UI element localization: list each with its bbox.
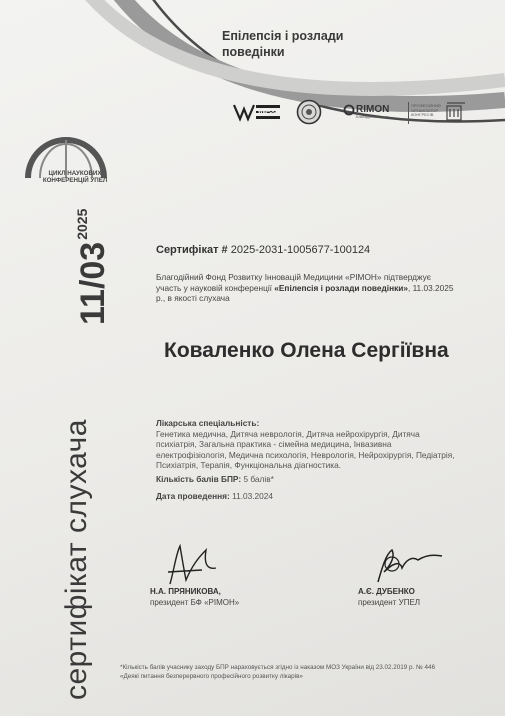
vertical-title: сертифікат слухача [60,419,93,700]
signer-2-role: президент УПЕЛ [358,598,421,607]
side-logo-text: ЦИКЛ НАУКОВИХ КОНФЕРЕНЦІЙ УПЕЛ [42,170,108,184]
partner-logo-5 [446,101,466,125]
rimon-logo-text: RIMON [356,104,390,115]
signature-2 [372,542,447,590]
partner-logo-5-icon [446,101,466,123]
vertical-date-year: 2025 [74,208,90,240]
seal-logo-icon [296,99,322,125]
vertical-date [74,209,113,325]
organizer-logo [408,102,442,124]
certificate-label: Сертифікат # [156,244,228,256]
vertical-date-day: 11/03 [74,241,112,325]
seal-logo [296,99,322,127]
conference-title: Епілепсія і розлади поведінки [222,29,344,59]
specialties-list: Генетика медична, Дитяча неврологія, Дитяча нейрохірургія, Дитяча психіатрія, Загальна практика - сімейна медицина, Інвазивна електрофізіологія, Медична психологія, Неврологія, Нейрохірургія, Педіатрія, Психіатрія, Терапія, Функціональна діагностика. [156,428,455,471]
certificate-number: 2025-2031-1005677-100124 [230,244,371,256]
umbrella-logo-icon [18,118,110,214]
signer-1-role: президент БФ «РІМОН» [150,598,240,607]
rimon-logo-icon [343,104,355,116]
intro-text [156,272,456,304]
intro-text-rest: , 11.03.2025 р., в якості слухача [156,282,454,303]
rimon-logo-sub: Благодійний Фонд [356,115,388,119]
participant-name: Коваленко Олена Сергіївна [164,339,449,362]
date-value: 11.03.2024 [232,490,274,501]
footnote-line-1: *Кількість балів учаснику заходу БПР нараховується згідно із наказом МОЗ України від 23.02.2019 р. № 446 [120,664,436,671]
date-line [156,491,461,502]
signer-2-name: А.Є. ДУБЕНКО [358,587,415,596]
specialties-label: Лікарська спеціальність: [156,418,260,428]
signature-1 [162,540,222,590]
points-line [156,474,461,485]
intro-conference: «Епілепсія і розлади поведінки» [274,282,408,293]
organizer-logo-text: ПРОФЕСІЙНИЙ ОРГАНІЗАТОР КОНГРЕСІВ [411,103,441,118]
certificate-number-line [156,244,370,256]
footnote [120,664,450,681]
signer-1-name: Н.А. ПРЯНИКОВА, [150,587,221,596]
footnote-line-2: «Деякі питання безперервного професійного розвитку лікарів» [120,672,303,680]
points-label: Кількість балів БПР: [156,473,242,484]
date-label: Дата проведення: [156,490,230,501]
specialties-block [156,418,461,501]
intro-text-main: Благодійний Фонд Розвитку Інновацій Медицини «РІМОН» підтверджує участь у науковій конференції [156,272,432,293]
points-value: 5 балів* [243,473,274,484]
wefound-logo [232,101,282,125]
wefound-logo-text: WEFOUND [258,109,284,115]
